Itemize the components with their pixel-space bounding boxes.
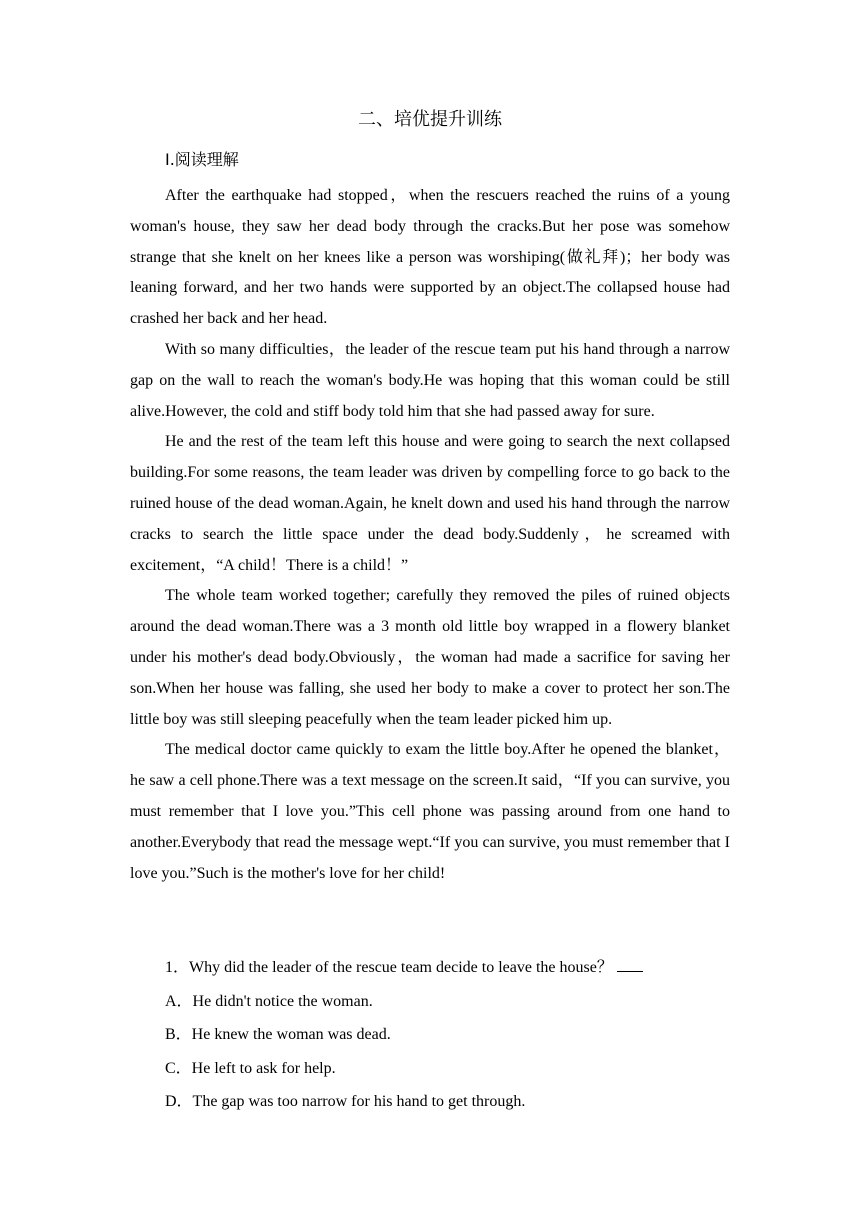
answer-blank[interactable] — [617, 957, 643, 972]
option-d: D．The gap was too narrow for his hand to get through. — [165, 1093, 526, 1111]
option-a: A．He didn't notice the woman. — [165, 992, 373, 1010]
question-stem-line — [165, 951, 730, 985]
passage-paragraph-5: The medical doctor came quickly to exam the little boy.After he opened the blanket，he saw a cell phone.There was a text message on the screen.It said，“If you can survive, you must remember that I love you.”This cell phone was passing around from one hand to another.Everybody that read the message wept.“If you can survive, you must remember that I love you.”Such is the mother's love for her child! — [130, 741, 730, 882]
option-c: C．He left to ask for help. — [165, 1059, 336, 1077]
section-heading: Ⅰ.阅读理解 — [165, 150, 239, 169]
option-b: B．He knew the woman was dead. — [165, 1026, 391, 1044]
passage-paragraph-3: He and the rest of the team left this house and were going to search the next collapsed building.For some reasons, the team leader was driven by compelling force to go back to the ruined house of the dead woman.Again, he knelt down and used his hand through the narrow cracks to search the little space under the dead body.Suddenly，he screamed with excitement，“A child！There is a child！” — [130, 433, 730, 574]
page-title: 二、培优提升训练 — [358, 109, 502, 130]
reading-passage — [130, 181, 730, 889]
question-block — [165, 951, 730, 1119]
passage-paragraph-4: The whole team worked together; carefully they removed the piles of ruined objects around the dead woman.There was a 3 month old little boy wrapped in a flowery blanket under his mother's dead body.Obviously，the woman had made a sacrifice for saving her son.When her house was falling, she used her body to make a cover to protect her son.The little boy was still sleeping peacefully when the team leader picked him up. — [130, 587, 730, 728]
passage-paragraph-1: After the earthquake had stopped，when the rescuers reached the ruins of a young woman's house, they saw her dead body through the cracks.But her pose was somehow strange that she knelt on her knees like a person was worshiping(做礼拜)；her body was leaning forward, and her two hands were supported by an object.The collapsed house had crashed her back and her head. — [130, 187, 730, 328]
passage-paragraph-2: With so many difficulties，the leader of the rescue team put his hand through a narrow gap on the wall to reach the woman's body.He was hoping that this woman could be still alive.However, the cold and stiff body told him that she had passed away for sure. — [130, 340, 730, 420]
question-stem: 1．Why did the leader of the rescue team decide to leave the house？ — [165, 959, 613, 976]
